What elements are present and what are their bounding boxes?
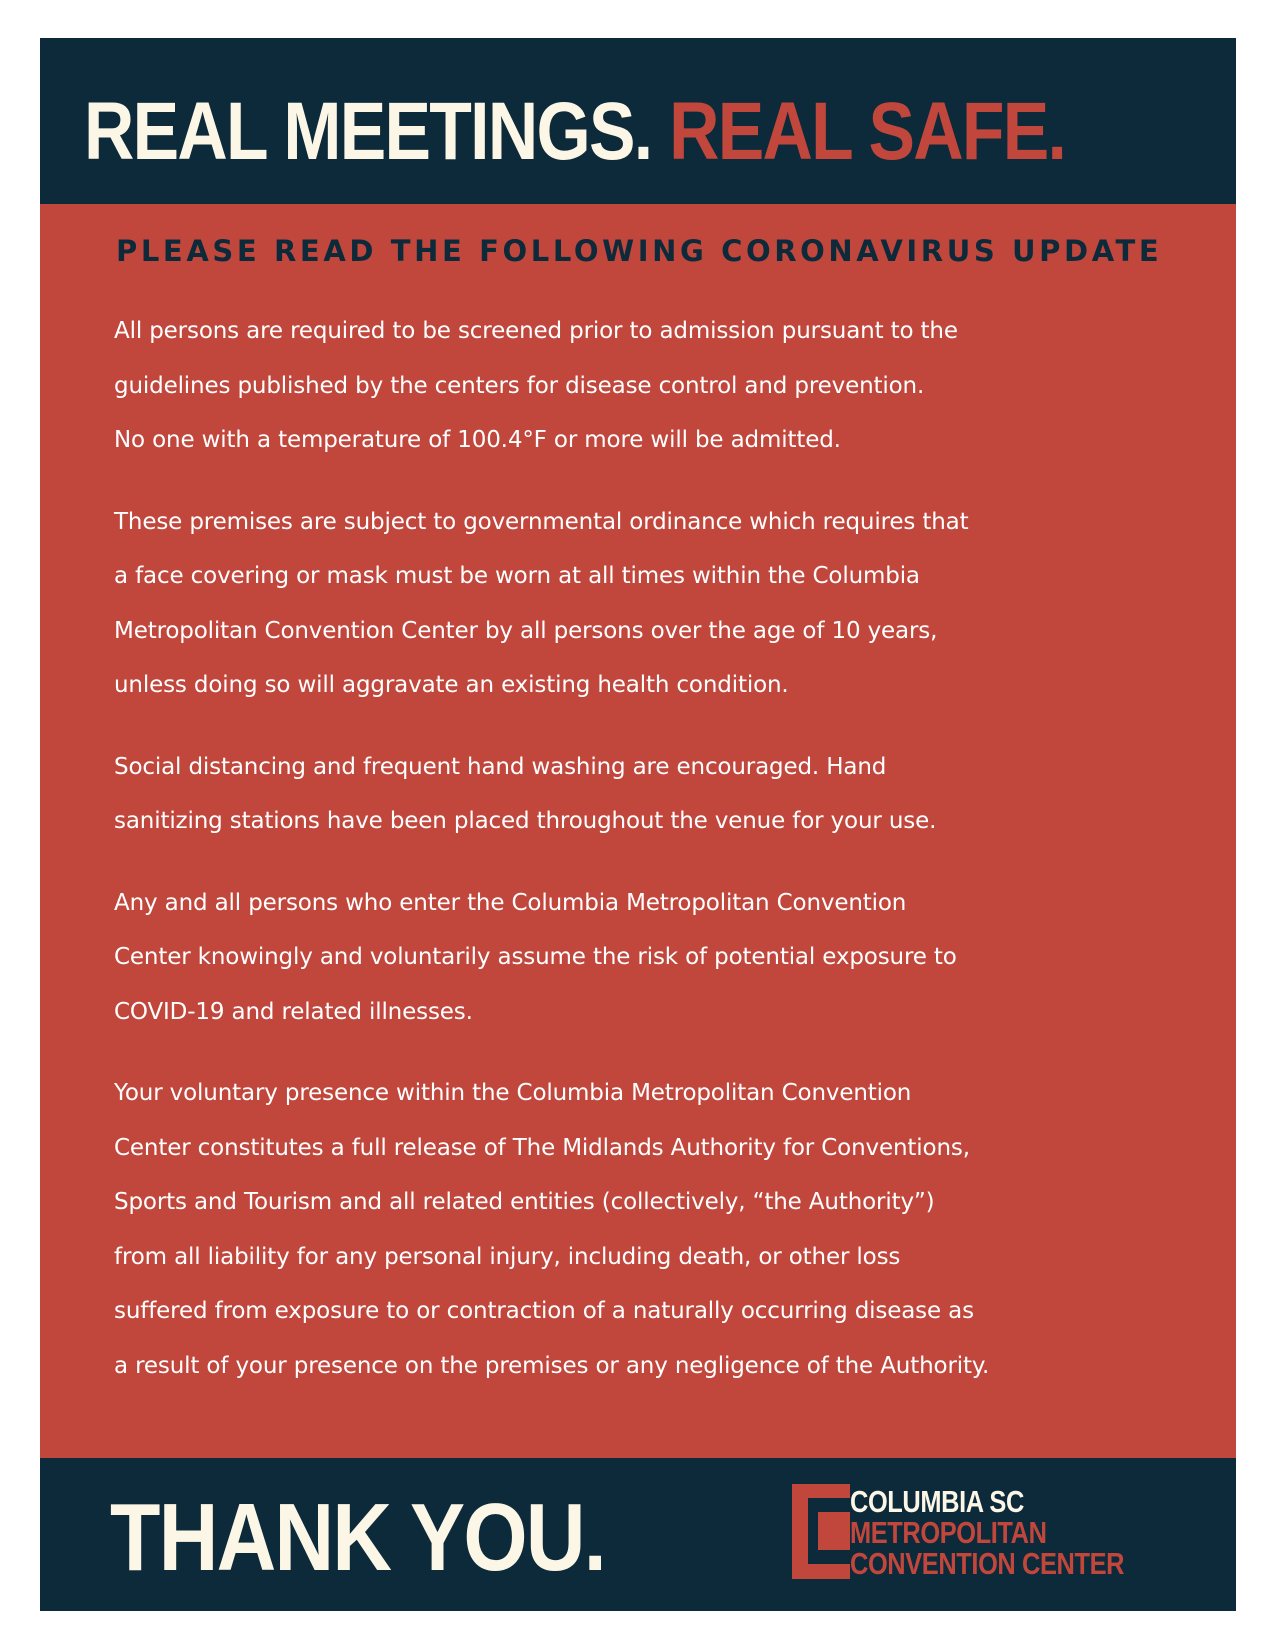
headline [84,82,1066,182]
logo-mark-icon [792,1484,850,1579]
notice-body [114,304,1194,1420]
notice-subheading: PLEASE READ THE FOLLOWING CORONAVIRUS UPDATE [116,234,1163,268]
headline-part-2: REAL SAFE. [669,86,1066,177]
header-band [40,38,1236,204]
logo-line-1: COLUMBIA SC [850,1484,1024,1519]
paragraph-release: Your voluntary presence within the Columbia Metropolitan Convention Center constitutes a full release of The Midlands Authority for Conventions, Sports and Tourism and all related entities (collectively, “the Authority”) from all liability for any personal injury, including death, or other loss suffered from exposure to or contraction of a naturally occurring disease as a result of your presence on the premises or any negligence of the Authority. [114,1080,990,1379]
paragraph-face-covering: These premises are subject to governmental ordinance which requires that a face covering or mask must be worn at all times within the Columbia Metropolitan Convention Center by all persons over the age of 10 years, unless doing so will aggravate an existing health condition. [114,508,969,698]
thank-you-text: THANK YOU. [110,1484,606,1591]
footer-band [40,1458,1236,1611]
paragraph-risk: Any and all persons who enter the Columbia Metropolitan Convention Center knowingly and voluntarily assume the risk of potential exposure to COVID-19 and related illnesses. [114,889,957,1025]
notice-poster [40,38,1236,1611]
logo-line-2: METROPOLITAN [850,1515,1047,1550]
paragraph-distancing: Social distancing and frequent hand washing are encouraged. Hand sanitizing stations have been placed throughout the venue for your use. [114,753,937,834]
paragraph-screening: All persons are required to be screened prior to admission pursuant to the guidelines published by the centers for disease control and prevention. No one with a temperature of 100.4°F or more will be admitted. [114,318,958,453]
headline-part-1: REAL MEETINGS. [84,86,652,177]
convention-center-logo [792,1484,1125,1581]
logo-line-3: CONVENTION CENTER [850,1546,1125,1581]
